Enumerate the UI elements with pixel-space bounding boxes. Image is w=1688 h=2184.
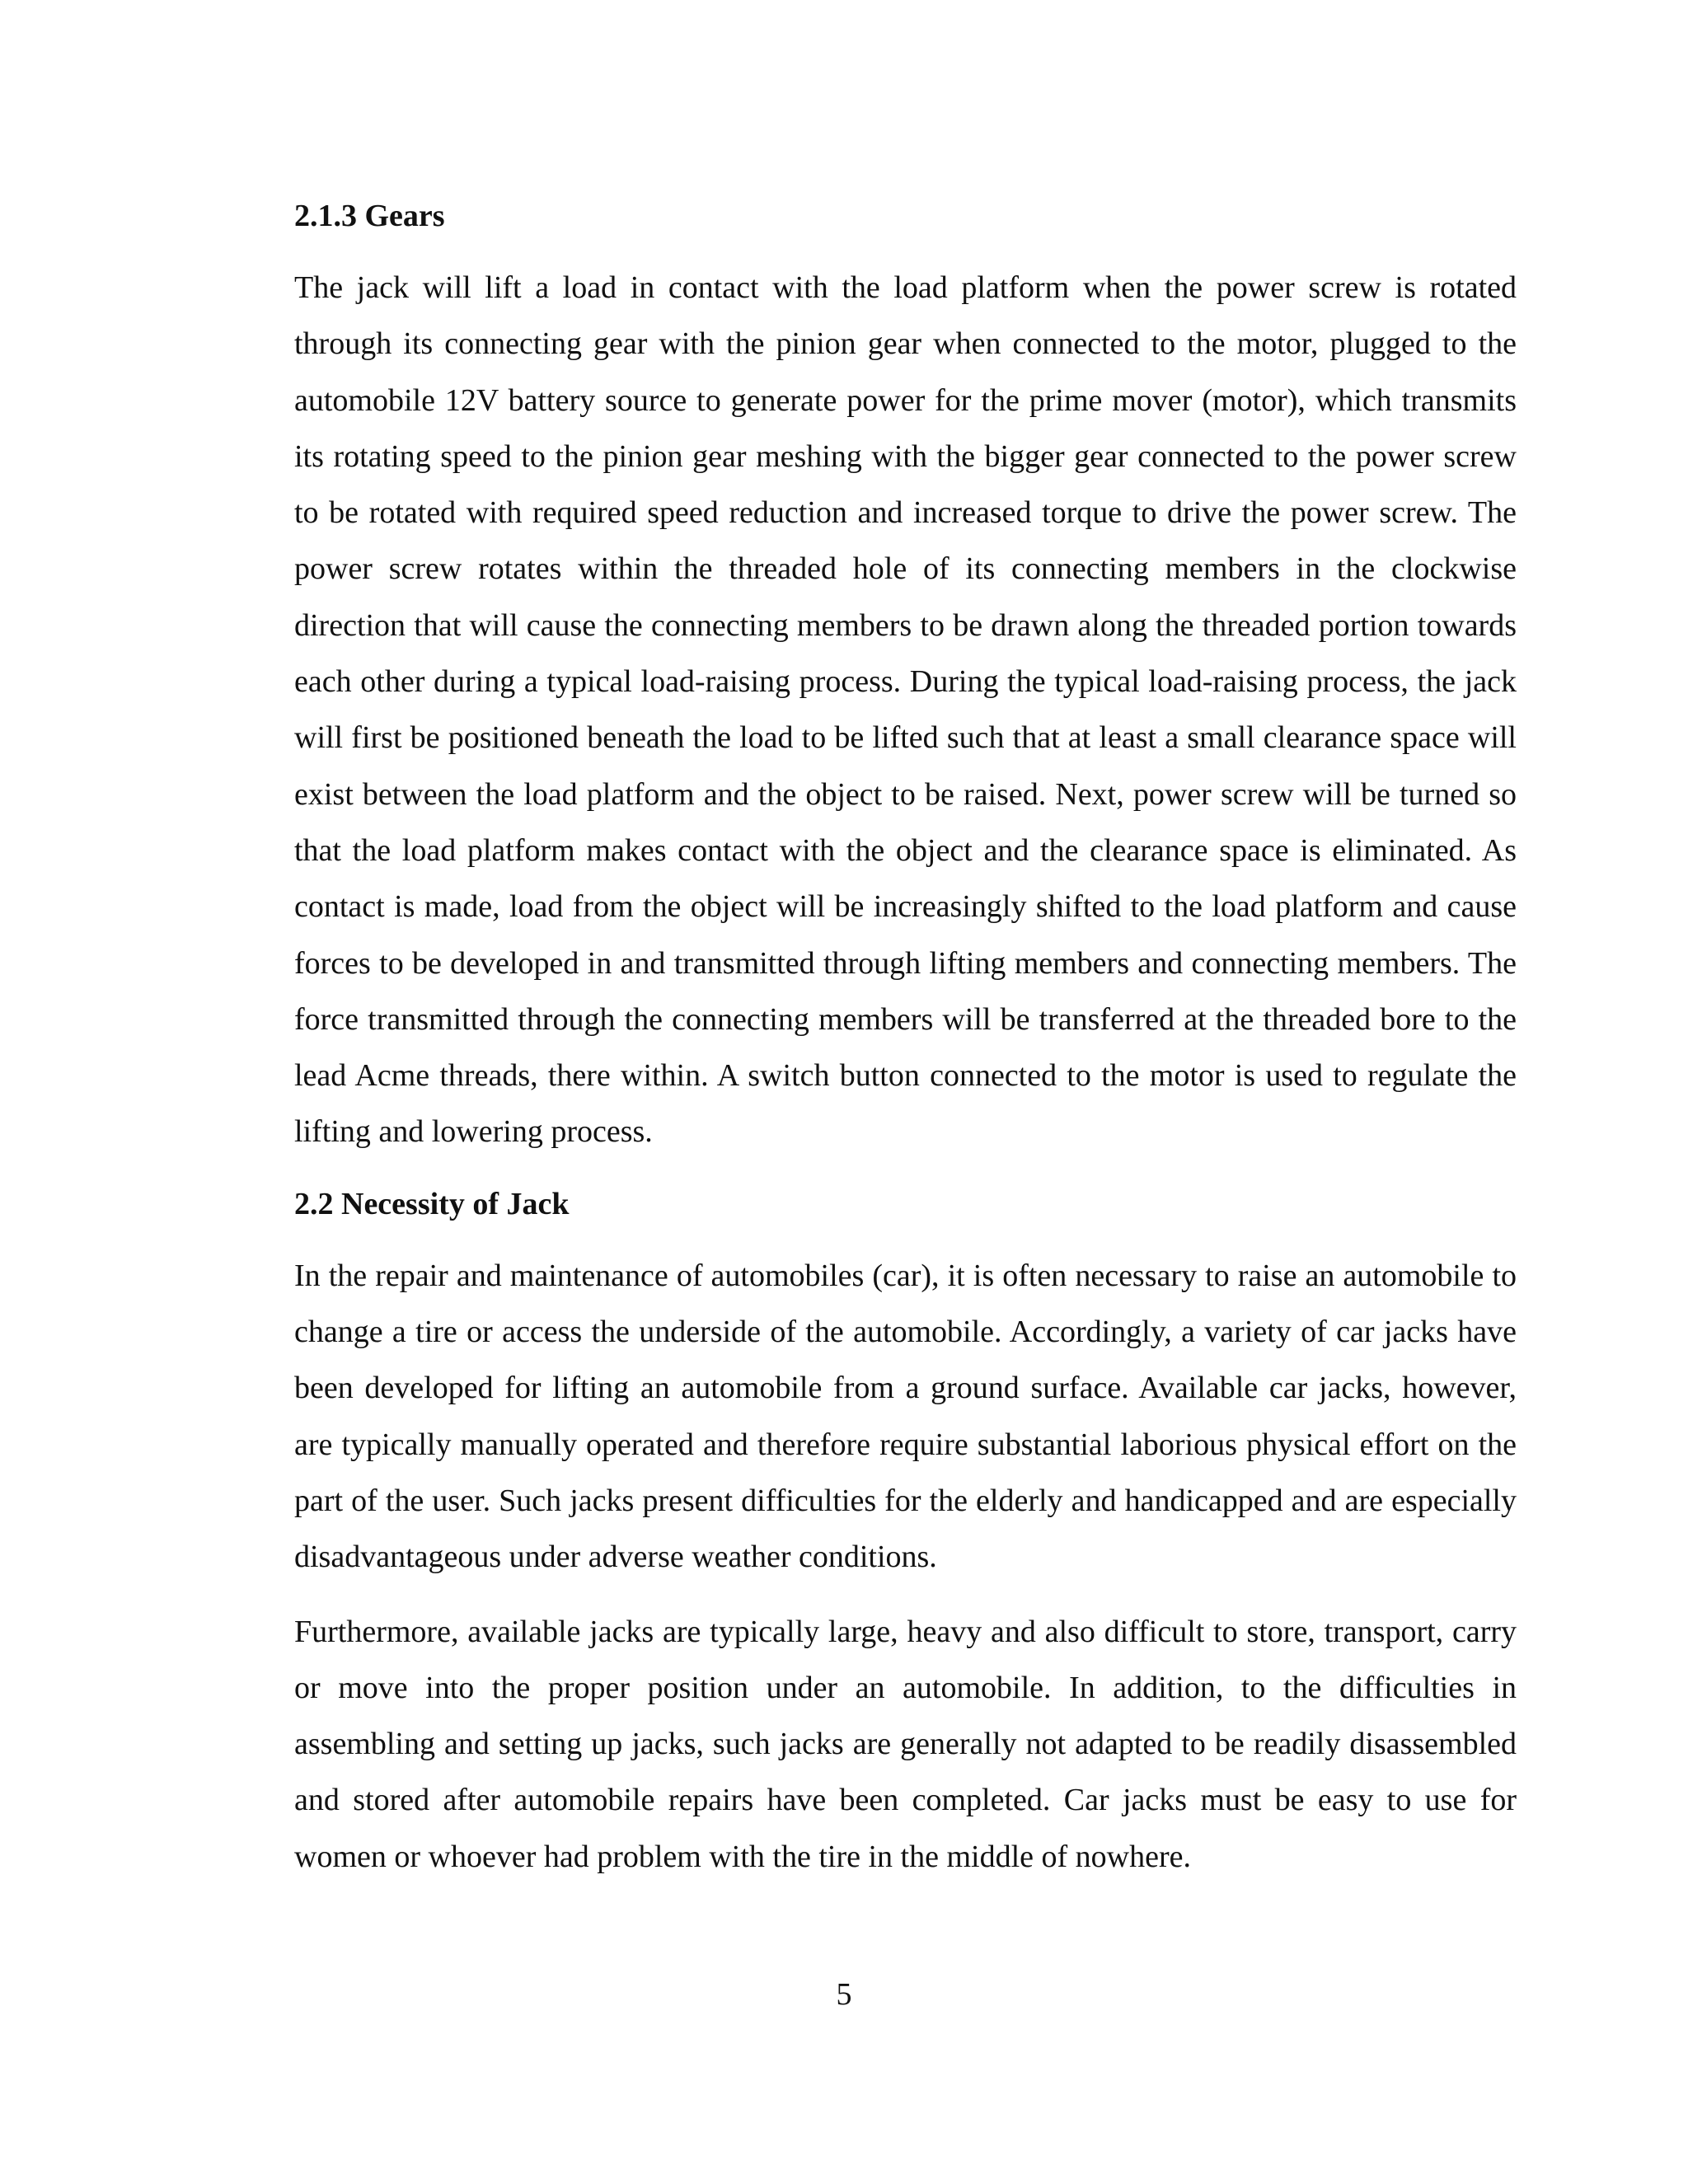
section-heading-gears: 2.1.3 Gears — [294, 199, 445, 233]
page-number: 5 — [836, 1977, 852, 2012]
section-heading-necessity: 2.2 Necessity of Jack — [294, 1186, 570, 1221]
paragraph-gears: The jack will lift a load in contact with the load platform when the power screw is rotated through its connecting gear with the pinion gear when connected to the motor, plugged to the automobile 12V battery source to generate power for the prime mover (motor), which transmits its rotating speed to the pinion gear meshing with the bigger gear connected to the power screw to be rotated with required speed reduction and increased torque to drive the power screw. The power screw rotates within the threaded hole of its connecting members in the clockwise direction that will cause the connecting members to be drawn along the threaded portion towards each other during a typical load-raising process. During the typical load-raising process, the jack will first be positioned beneath the load to be lifted such that at least a small clearance space will exist between the load platform and the object to be raised. Next, power screw will be turned so that the load platform makes contact with the object and the clearance space is eliminated. As contact is made, load from the object will be increasingly shifted to the load platform and cause forces to be developed in and transmitted through lifting members and connecting members. The force transmitted through the connecting members will be transferred at the threaded bore to the lead Acme threads, there within. A switch button connected to the motor is used to regulate the lifting and lowering process. — [294, 270, 1517, 1150]
page-content — [294, 190, 1517, 1885]
paragraph-necessity-1: In the repair and maintenance of automobiles (car), it is often necessary to raise an automobile to change a tire or access the underside of the automobile. Accordingly, a variety of car jacks have been developed for lifting an automobile from a ground surface. Available car jacks, however, are typically manually operated and therefore require substantial laborious physical effort on the part of the user. Such jacks present difficulties for the elderly and handicapped and are especially disadvantageous under adverse weather conditions. — [294, 1258, 1517, 1575]
paragraph-necessity-2: Furthermore, available jacks are typically large, heavy and also difficult to store, transport, carry or move into the proper position under an automobile. In addition, to the difficulties in assembling and setting up jacks, such jacks are generally not adapted to be readily disassembled and stored after automobile repairs have been completed. Car jacks must be easy to use for women or whoever had problem with the tire in the middle of nowhere. — [294, 1614, 1517, 1874]
